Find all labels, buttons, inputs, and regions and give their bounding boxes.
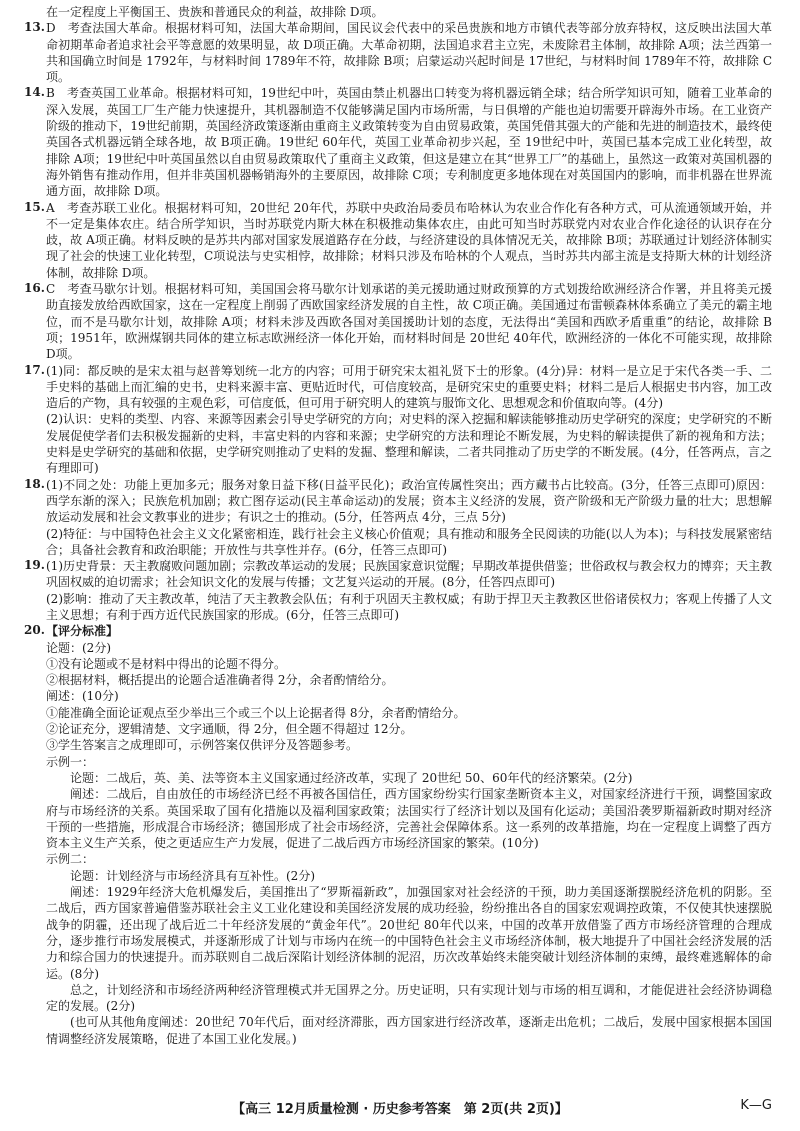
exposition-rule: ②论证充分，逻辑清楚、文字通顺，得 2分，但全题不得超过 12分。 [46, 722, 413, 737]
answer-20-heading [24, 623, 772, 639]
question-number: 13. [24, 20, 45, 35]
scoring-standard-heading: 【评分标准】 [46, 624, 119, 639]
answer-13 [24, 20, 772, 85]
exposition-rule: ①能准确全面论证观点至少举出三个或三个以上论据者得 8分，余者酌情给分。 [46, 705, 466, 720]
example-2-thesis: 论题：计划经济与市场经济具有互补性。(2分) [70, 868, 315, 883]
answer-content [24, 4, 772, 1047]
question-number: 14. [24, 85, 45, 100]
answer-18-part-2: (2)特征：与中国特色社会主义文化紧密相连，践行社会主义核心价值观；具有推动和服务全民阅读的功能(以人为本)；与科技发展紧密结合；具备社会教育和政治职能；开放性与共享性并存。(6分，任答三点即可) [46, 526, 772, 557]
exposition-rule: ③学生答案言之成理即可，示例答案仅供评分及答题参考。 [46, 738, 359, 753]
example-2-exposition: 阐述：1929年经济大危机爆发后，美国推出了“罗斯福新政”，加强国家对社会经济的干预，助力美国逐渐摆脱经济危机的阴影。至二战后，西方国家普遍借鉴苏联社会主义工业化建设和美国经济发展的成功经验，纷纷推出各自的国家宏观调控政策，不仅使其快速摆脱战争的阴霾，还出现了战后近二十年经济发展的“黄金年代”。20世纪 80年代以来，中国的改革开放借鉴了西方市场经济管理的合理成分，逐步推行市场发展模式，并逐渐形成了计划与市场内在统一的中国特色社会主义市场经济体制，极大地提升了中国社会经济发展的活力和综合国力的快速提升。而苏联则自二战后深陷计划经济体制的泥沼，历次改革始终未能突破计划经济体制的束缚，最终难逃解体的命运。(8分) [46, 885, 772, 981]
question-number: 19. [24, 558, 45, 573]
example-2-label: 示例二： [46, 852, 95, 867]
answer-14 [24, 85, 772, 199]
answer-text: D 考查法国大革命。根据材料可知，法国大革命期间，国民议会代表中的采邑贵族和地方市镇代表等部分放弃特权，这反映出法国大革命初期革命者追求社会平等意愿的效果明显，故 D项正确。大革命初期，法国追求君主立宪，未废除君主体制，故排除 A项；法兰西第一共和国确立时间是 1792年，与材料时间 1789年不符，故排除 B项；启蒙运动兴起时间是 17世纪，与材料时间 1789年不符，故排除 C项。 [46, 21, 772, 85]
footer-title: 【高三 12月质量检测 · 历史参考答案 第 2页(共 2页)】 [232, 1102, 568, 1117]
question-number: 18. [24, 476, 45, 491]
example-1-label: 示例一： [46, 754, 95, 769]
thesis-label: 论题：(2分) [46, 640, 111, 655]
answer-17-part-1 [24, 363, 772, 412]
question-number: 20. [24, 623, 45, 638]
alternative-note: (也可从其他角度阐述：20世纪 70年代后，面对经济滞胀，西方国家进行经济改革，逐渐走出危机；二战后，发展中国家根据本国国情调整经济发展策略，促进了本国工业化发展。) [46, 1015, 772, 1046]
footer-code: K—G [740, 1098, 772, 1113]
answer-text: A 考查苏联工业化。根据材料可知，20世纪 20年代，苏联中央政治局委员布哈林认为农业合作化有各种方式，可从流通领域开始，并不一定是集体农庄。结合所学知识，当时苏联党内斯大林在积极推动集体农庄，由此可知当时苏联党内对农业合作化途径的认识存在分歧，故 A项正确。材料反映的是苏共内部对国家发展道路存在分歧，与经济建设的具体情况无关，故排除 B项；苏联通过计划经济体制实现了社会的快速工业化转型，C项说法与史实相悖，故排除；材料只涉及布哈林的个人观点，当时苏共内部主流是支持斯大林的计划经济体制，故排除 D项。 [46, 200, 772, 280]
answer-19-part-2: (2)影响：推动了天主教改革，纯洁了天主教教会队伍；有利于巩固天主教权威；有助于捍卫天主教教区世俗诸侯权力；客观上传播了人文主义思想；有利于西方近代民族国家的形成。(6分，任答三点即可) [46, 591, 772, 622]
answer-19-part-1 [24, 558, 772, 591]
page-footer [0, 1098, 800, 1122]
question-number: 16. [24, 281, 45, 296]
example-1-exposition: 阐述：二战后，自由放任的市场经济已经不再被各国信任，西方国家纷纷实行国家垄断资本主义，对国家经济进行干预，调整国家政府与市场经济的关系。英国采取了国有化措施以及福利国家政策；法国实行了经济计划以及国有化运动；美国沿袭罗斯福新政时期对经济干预的一些措施，形成混合市场经济；德国形成了社会市场经济，完善社会保障体系。这一系列的改革措施，均在一定程度上调整了西方资本主义生产关系，使之更适应生产力发展，促进了二战后西方市场经济国家的繁荣。(10分) [46, 787, 772, 851]
answer-16 [24, 281, 772, 362]
exposition-label: 阐述：(10分) [46, 689, 119, 704]
answer-text: (1)历史背景：天主教腐败问题加剧；宗教改革运动的发展；民族国家意识觉醒；早期改革提供借鉴；世俗政权与教会权力的博弈；天主教巩固权威的迫切需求；社会知识文化的发展与传播；文艺复兴运动的开展。(8分，任答四点即可) [46, 559, 772, 590]
example-2-conclusion: 总之，计划经济和市场经济两种经济管理模式并无国界之分。历史证明，只有实现计划与市场的相互调和，才能促进社会经济协调稳定的发展。(2分) [46, 982, 772, 1014]
answer-18-part-1 [24, 477, 772, 526]
example-1-thesis: 论题：二战后，英、美、法等资本主义国家通过经济改革，实现了 20世纪 50、60年代的经济繁荣。(2分) [70, 770, 633, 785]
answer-text: C 考查马歇尔计划。根据材料可知，美国国会将马歇尔计划承诺的美元援助通过财政预算的方式划拨给欧洲经济合作署，并且将美元援助直接发放给西欧国家，这在一定程度上削弱了西欧国家经济发展的自主性，故 C项正确。美国通过布雷顿森林体系确立了美元的霸主地位，而不是马歇尔计划，故排除 A项；材料未涉及西欧各国对美国援助计划的态度，无法得出“美国和西欧矛盾重重”的结论，故排除 B项；1951年，欧洲煤钢共同体的建立标志欧洲经济一体化开始，而材料时间是 20世纪 40年代，欧洲经济的一体化不可能实现，故排除 D项。 [46, 282, 772, 362]
answer-text: (1)不同之处：功能上更加多元；服务对象日益下移(日益平民化)；政治宣传属性突出；西方藏书占比较高。(3分，任答三点即可)原因：西学东渐的深入；民族危机加剧；救亡图存运动(民主革命运动)的发展；资本主义经济的发展，资产阶级和无产阶级力量的壮大；思想解放运动发展和社会文教事业的进步；有识之士的推动。(5分，任答两点 4分，三点 5分) [46, 477, 772, 525]
question-number: 17. [24, 362, 45, 377]
thesis-rule: ②根据材料，概括提出的论题合适准确者得 2分，余者酌情给分。 [46, 673, 394, 688]
answer-text: B 考查英国工业革命。根据材料可知，19世纪中叶，英国由禁止机器出口转变为将机器远销全球；结合所学知识可知，随着工业革命的深入发展，英国工厂生产能力快速提升，其机器制造不仅能够满足国内市场所需，与日俱增的产能也迫切需要开辟海外市场。在工业资产阶级的推动下，19世纪前期，英国经济政策逐渐由重商主义政策转变为自由贸易政策，英国凭借其强大的产能和先进的制造技术，最终使英国各式机器远销全球各地，故 B项正确。19世纪 60年代，英国工业革命初步兴起，至 19世纪中叶，英国已基本完成工业化转型，故排除 A项；19世纪中叶英国虽然以自由贸易政策取代了重商主义政策，但这是建立在其“世界工厂”的基础上，虽然这一政策对英国机器的海外销售有推动作用，但并非英国机器畅销海外的主要原因，故排除 C项；专利制度更多地体现在对英国国内的影响，而非机器在世界流通方面，故排除 D项。 [46, 86, 772, 199]
question-number: 15. [24, 199, 45, 214]
answer-12-continuation: 在一定程度上平衡国王、贵族和普通民众的利益，故排除 D项。 [46, 5, 384, 19]
thesis-rule: ①没有论题或不是材料中得出的论题不得分。 [46, 656, 287, 671]
answer-text: (1)同：都反映的是宋太祖与赵普筹划统一北方的内容；可用于研究宋太祖礼贤下士的形象。(4分)异：材料一是立足于宋代各类一手、二手史料的基础上而汇编的史书，史料来源丰富、更贴近时代，可信度较高，是研究宋史的重要史料；材料二是后人根据史书内容，加工改造后的产物，具有较强的主观色彩，可信度低，但可用于研究明人的建筑与服饰文化、思想观念和价值取向等。(4分) [46, 363, 772, 411]
answer-15 [24, 200, 772, 281]
answer-17-part-2: (2)认识：史料的类型、内容、来源等因素会引导史学研究的方向；对史料的深入挖掘和解读能够推动历史学研究的深度；史学研究的不断发展促使学者们去积极发掘新的史料，丰富史料的内容和来源；史学研究的方法和理论不断发展，为史料的解读提供了新的视角和方法；史料是史学研究的基础和依据，史学研究则推动了史料的发掘、整理和解读，二者共同推动了历史学的不断发展。(4分，任答两点，言之有理即可) [46, 412, 772, 476]
